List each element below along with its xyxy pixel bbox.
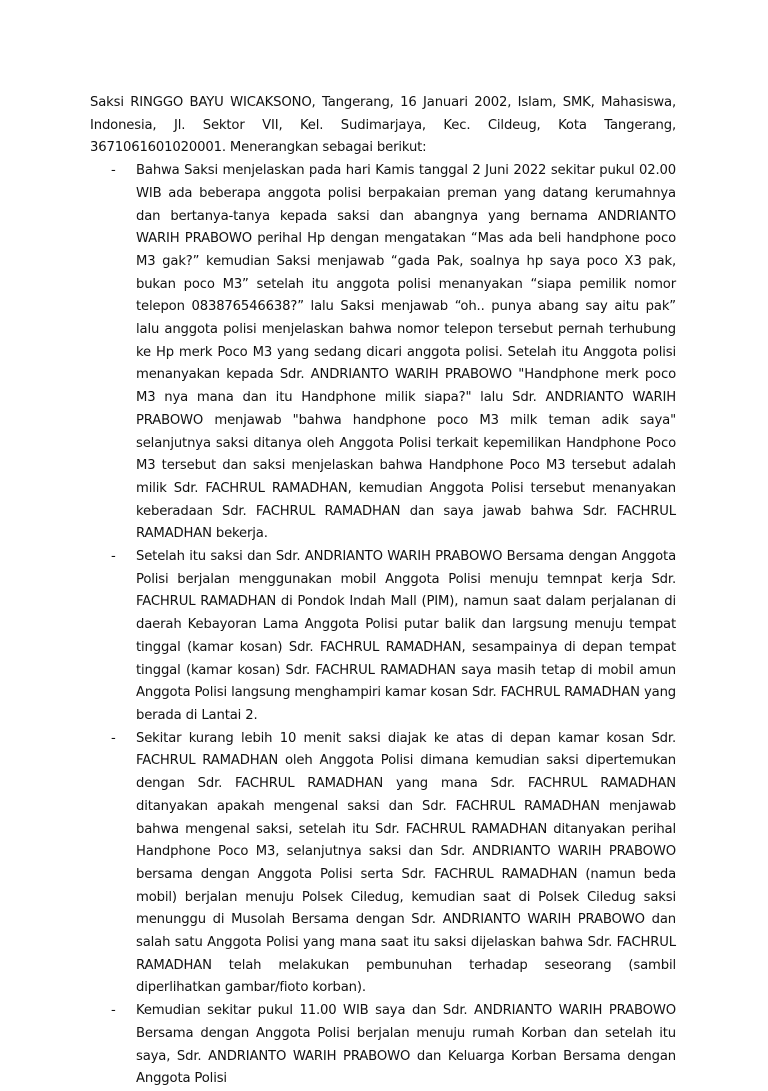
list-item [90,160,676,546]
list-bullet: - [111,1003,116,1019]
statement-list [90,160,676,1091]
list-item [90,728,676,1000]
list-item [90,1000,676,1091]
witness-intro-paragraph: Saksi RINGGO BAYU WICAKSONO, Tangerang, 16 Januari 2002, Islam, SMK, Mahasiswa, Indonesia, Jl. Sektor VII, Kel. Sudimarjaya, Kec. Cildeug, Kota Tangerang, 3671061601020001. Menerangkan sebagai berikut: [90,95,676,156]
list-item [90,546,676,728]
list-bullet: - [111,730,116,746]
list-item-text: Sekitar kurang lebih 10 menit saksi diajak ke atas di depan kamar kosan Sdr. FACHRUL RAMADHAN oleh Anggota Polisi dimana kemudian saksi dipertemukan dengan Sdr. FACHRUL RAMADHAN yang mana Sdr. FACHRUL RAMADHAN ditanyakan apakah mengenal saksi dan Sdr. FACHRUL RAMADHAN menjawab bahwa mengenal saksi, setelah itu Sdr. FACHRUL RAMADHAN ditanyakan perihal Handphone Poco M3, selanjutnya saksi dan Sdr. ANDRIANTO WARIH PRABOWO bersama dengan Anggota Polisi serta Sdr. FACHRUL RAMADHAN (namun beda mobil) berjalan menuju Polsek Ciledug, kemudian saat di Polsek Ciledug saksi menunggu di Musolah Bersama dengan Sdr. ANDRIANTO WARIH PRABOWO dan salah satu Anggota Polisi yang mana saat itu saksi dijelaskan bahwa Sdr. FACHRUL RAMADHAN telah melakukan pembunuhan terhadap seseorang (sambil diperlihatkan gambar/fioto korban). [136,730,676,996]
document-page [90,92,676,1091]
list-item-text: Kemudian sekitar pukul 11.00 WIB saya dan Sdr. ANDRIANTO WARIH PRABOWO Bersama dengan Anggota Polisi berjalan menuju rumah Korban dan setelah itu saya, Sdr. ANDRIANTO WARIH PRABOWO dan Keluarga Korban Bersama dengan Anggota Polisi [136,1003,676,1087]
list-item-text: Bahwa Saksi menjelaskan pada hari Kamis tanggal 2 Juni 2022 sekitar pukul 02.00 WIB ada beberapa anggota polisi berpakaian preman yang datang kerumahnya dan bertanya-tanya kepada saksi dan abangnya yang bernama ANDRIANTO WARIH PRABOWO perihal Hp dengan mengatakan “Mas ada beli handphone poco M3 gak?” kemudian Saksi menjawab “gada Pak, soalnya hp saya poco X3 pak, bukan poco M3” setelah itu anggota polisi menanyakan “siapa pemilik nomor telepon 083876546638?” lalu Saksi menjawab “oh.. punya abang say aitu pak” lalu anggota polisi menjelaskan bahwa nomor telepon tersebut pernah terhubung ke Hp merk Poco M3 yang sedang dicari anggota polisi. Setelah itu Anggota polisi menanyakan kepada Sdr. ANDRIANTO WARIH PRABOWO "Handphone merk poco M3 nya mana dan itu Handphone milik siapa?" lalu Sdr. ANDRIANTO WARIH PRABOWO menjawab "bahwa handphone poco M3 milk teman adik saya" selanjutnya saksi ditanya oleh Anggota Polisi terkait kepemilikan Handphone Poco M3 tersebut dan saksi menjelaskan bahwa Handphone Poco M3 tersebut adalah milik Sdr. FACHRUL RAMADHAN, kemudian Anggota Polisi tersebut menanyakan keberadaan Sdr. FACHRUL RAMADHAN dan saya jawab bahwa Sdr. FACHRUL RAMADHAN bekerja. [136,163,676,542]
list-bullet: - [111,549,116,565]
list-item-text: Setelah itu saksi dan Sdr. ANDRIANTO WARIH PRABOWO Bersama dengan Anggota Polisi berjalan menggunakan mobil Anggota Polisi menuju temnpat kerja Sdr. FACHRUL RAMADHAN di Pondok Indah Mall (PIM), namun saat dalam perjalanan di daerah Kebayoran Lama Anggota Polisi putar balik dan largsung menuju tempat tinggal (kamar kosan) Sdr. FACHRUL RAMADHAN, sesampainya di depan tempat tinggal (kamar kosan) Sdr. FACHRUL RAMADHAN saya masih tetap di mobil amun Anggota Polisi langsung menghampiri kamar kosan Sdr. FACHRUL RAMADHAN yang berada di Lantai 2. [136,549,676,723]
list-bullet: - [111,163,116,179]
